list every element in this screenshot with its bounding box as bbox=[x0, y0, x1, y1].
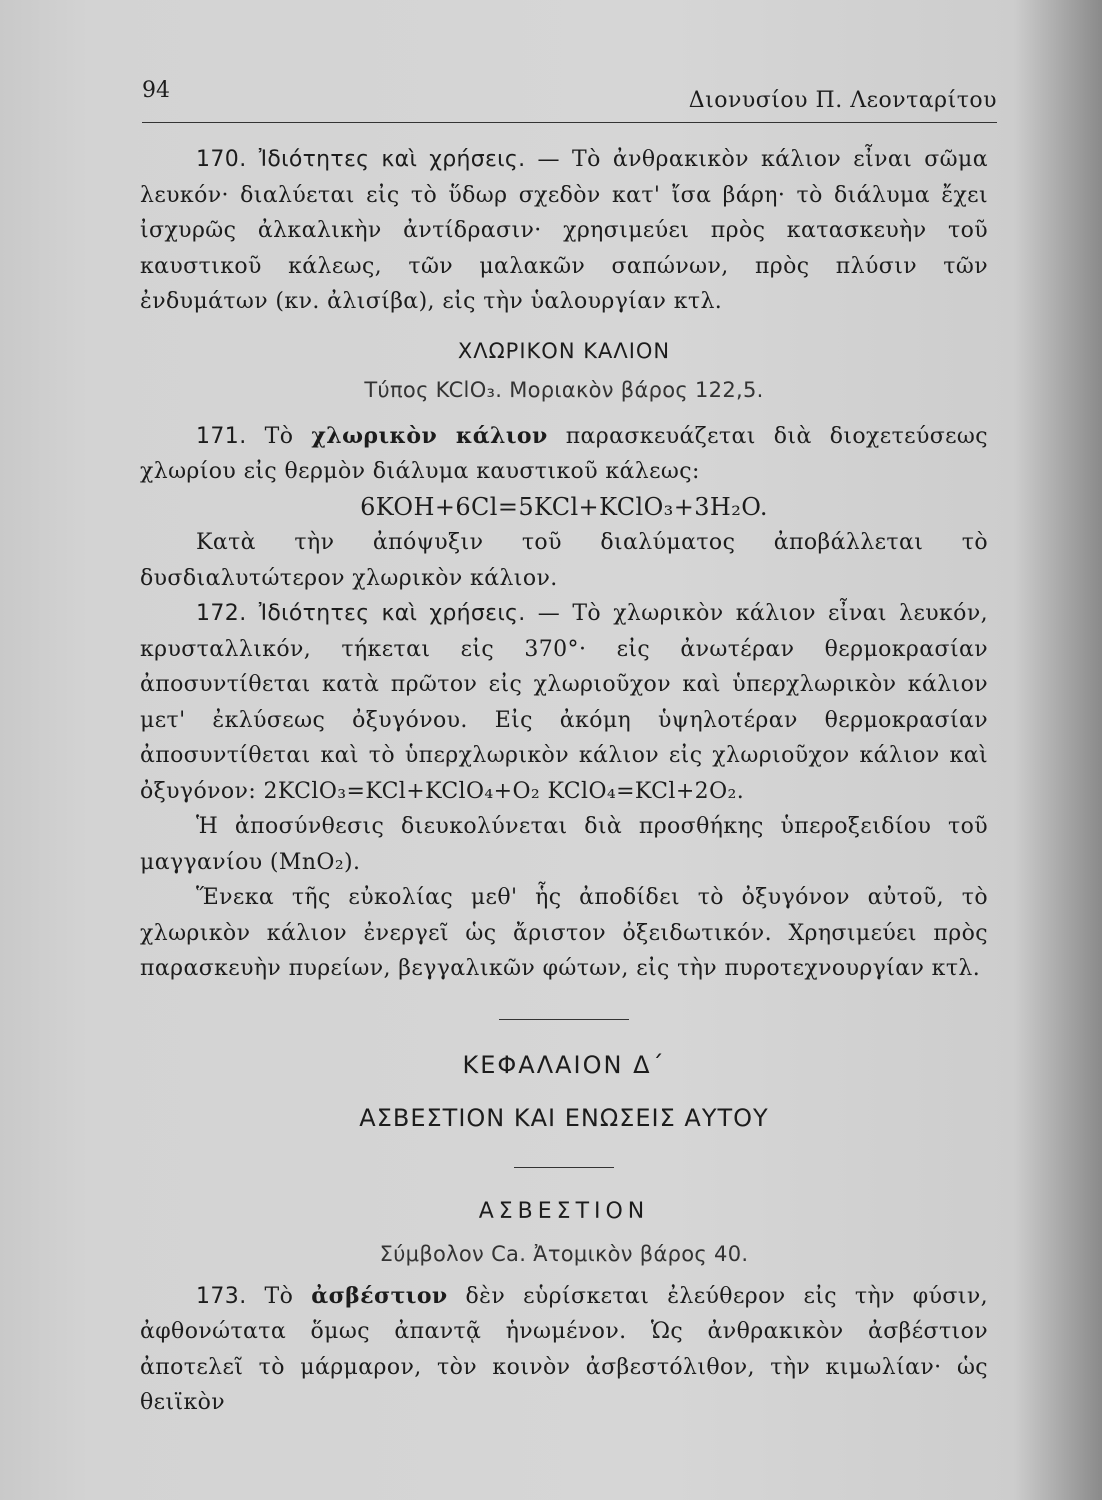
paragraph-text: παρασκευάζεται διὰ διοχετεύσεως χλωρίου εἰς θερμὸν διάλυμα καυστικοῦ κάλεως: bbox=[140, 423, 988, 484]
section-title-kclo3: ΧΛΩΡΙΚΟΝ ΚΑΛΙΟΝ bbox=[457, 338, 671, 363]
paragraph-text: Τὸ bbox=[264, 1283, 294, 1309]
element-info: Σύμβολον Ca. Ἀτομικὸν βάρος 40. bbox=[379, 1242, 749, 1266]
page-header bbox=[142, 78, 997, 123]
paragraph-title: Ἰδιότητες καὶ χρήσεις. bbox=[258, 147, 526, 172]
page-number: 94 bbox=[142, 78, 170, 103]
chemical-equation: 6KOH+6Cl=5KCl+KClO₃+3H₂O. bbox=[360, 492, 768, 521]
paragraph-text: — Τὸ ἀνθρακικὸν κάλιον εἶναι σῶμα λευκόν· διαλύεται εἰς τὸ ὕδωρ σχεδὸν κατ' ἴσα βάρη· τὸ διάλυμα ἔχει ἰσχυρῶς ἀλκαλικὴν ἀντίδρασιν· χρησιμεύει πρὸς κατασκευὴν τοῦ καυστικοῦ κάλεως, τῶν μαλακῶν σαπώνων, πρὸς πλύσιν τῶν ἐνδυμάτων (κν. ἀλισίβα), εἰς τὴν ὑαλουργίαν κτλ. bbox=[140, 147, 988, 314]
paragraph-number: 172. bbox=[196, 601, 247, 626]
paragraph-171 bbox=[140, 419, 988, 490]
paragraph-171-cont: Κατὰ τὴν ἀπόψυξιν τοῦ διαλύματος ἀποβάλλεται τὸ δυσδιαλυτώτερον χλωρικὸν κάλιον. bbox=[140, 530, 988, 591]
page-body bbox=[140, 142, 988, 1421]
paragraph-172 bbox=[140, 596, 988, 809]
paragraph-170 bbox=[140, 142, 988, 320]
paragraph-text: δὲν εὑρίσκεται ἐλεύθερον εἰς τὴν φύσιν, ἀφθονώτατα ὅμως ἀπαντᾷ ἡνωμένον. Ὡς ἀνθρακικὸν ἀσβέστιον ἀποτελεῖ τὸ μάρμαρον, τὸν κοινὸν ἀσβεστόλιθον, τὴν κιμωλίαν· ὡς θειϊκὸν bbox=[140, 1283, 988, 1415]
paragraph-text: — Τὸ χλωρικὸν κάλιον εἶναι λευκόν, κρυσταλλικόν, τήκεται εἰς 370°· εἰς ἀνωτέραν θερμοκρασίαν ἀποσυντίθεται κατὰ πρῶτον εἰς χλωριοῦχον καὶ ὑπερχλωρικὸν κάλιον μετ' ἐκλύσεως ὀξυγόνου. Εἰς ἀκόμη ὑψηλοτέραν θερμοκρασίαν ἀποσυντίθεται καὶ τὸ ὑπερχλωρικὸν κάλιον εἰς χλωριοῦχον κάλιον καὶ ὀξυγόνον: 2KClO₃=KCl+KClO₄+O₂ KClO₄=KCl+2O₂. bbox=[140, 601, 988, 804]
divider bbox=[514, 1167, 614, 1168]
chapter-title: ΑΣΒΕΣΤΙΟΝ ΚΑΙ ΕΝΩΣΕΙΣ ΑΥΤΟΥ bbox=[359, 1104, 769, 1132]
divider bbox=[499, 1019, 629, 1020]
bold-term: ἀσβέστιον bbox=[311, 1282, 448, 1309]
paragraph-title: Ἰδιότητες καὶ χρήσεις. bbox=[258, 601, 526, 626]
running-head: Διονυσίου Π. Λεονταρίτου bbox=[688, 88, 997, 113]
paragraph-text: Τὸ bbox=[264, 423, 294, 449]
paragraph-172-cont: Ἡ ἀποσύνθεσις διευκολύνεται διὰ προσθήκης ὑπεροξειδίου τοῦ μαγγανίου (MnO₂). bbox=[140, 814, 988, 875]
bold-term: χλωρικὸν κάλιον bbox=[311, 422, 548, 449]
paragraph-number: 171. bbox=[196, 423, 247, 449]
paragraph-172-cont2: Ἕνεκα τῆς εὐκολίας μεθ' ἧς ἀποδίδει τὸ ὀξυγόνον αὐτοῦ, τὸ χλωρικὸν κάλιον ἐνεργεῖ ὡς ἄριστον ὀξειδωτικόν. Χρησιμεύει πρὸς παρασκευὴν πυρείων, βεγγαλικῶν φώτων, εἰς τὴν πυροτεχνουργίαν κτλ. bbox=[140, 885, 988, 981]
formula-line: Τύπος KClO₃. Μοριακὸν βάρος 122,5. bbox=[364, 378, 764, 402]
paragraph-173 bbox=[140, 1279, 988, 1421]
element-title: ΑΣΒΕΣΤΙΟΝ bbox=[478, 1198, 650, 1224]
paragraph-number: 170. bbox=[196, 147, 247, 172]
chapter-label: ΚΕΦΑΛΑΙΟΝ Δ΄ bbox=[462, 1050, 666, 1079]
paragraph-number: 173. bbox=[196, 1283, 247, 1309]
